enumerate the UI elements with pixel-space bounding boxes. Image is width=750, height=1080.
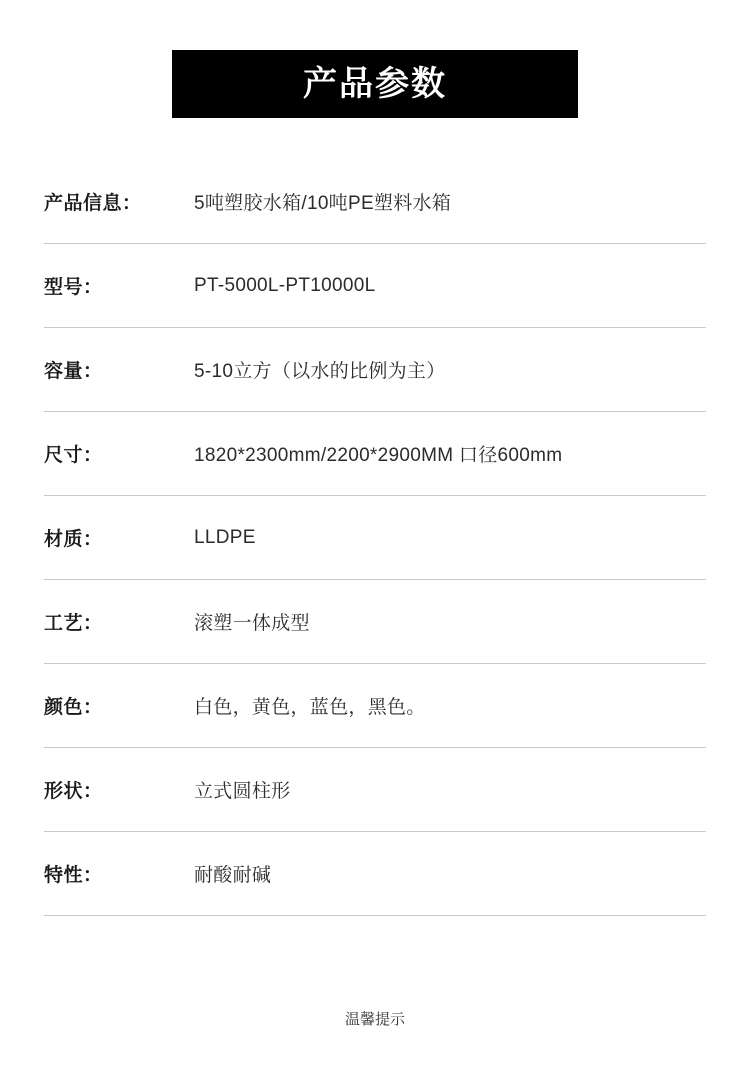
spec-value: 5-10立方（以水的比例为主）	[194, 361, 446, 382]
table-row	[44, 832, 706, 916]
table-row	[44, 664, 706, 748]
spec-label: 颜色：	[44, 697, 103, 718]
spec-label: 产品信息：	[44, 193, 142, 214]
table-row	[44, 244, 706, 328]
spec-label: 形状：	[44, 781, 103, 802]
spec-value: 立式圆柱形	[194, 781, 291, 802]
spec-label: 型号：	[44, 277, 103, 298]
spec-label: 特性：	[44, 865, 103, 886]
spec-value: 5吨塑胶水箱/10吨PE塑料水箱	[194, 193, 452, 214]
table-row	[44, 496, 706, 580]
spec-label: 材质：	[44, 529, 103, 550]
page-title-banner	[172, 50, 578, 118]
spec-label: 工艺：	[44, 613, 103, 634]
spec-value: 滚塑一体成型	[194, 613, 310, 634]
footer-note: 温馨提示	[344, 1011, 405, 1028]
spec-value: LLDPE	[194, 526, 256, 548]
spec-value: 1820*2300mm/2200*2900MM 口径600mm	[194, 445, 563, 466]
spec-value: PT-5000L-PT10000L	[194, 274, 376, 296]
table-row	[44, 328, 706, 412]
spec-value: 耐酸耐碱	[194, 865, 272, 886]
table-row	[44, 580, 706, 664]
table-row	[44, 748, 706, 832]
spec-value: 白色，黄色，蓝色，黑色。	[194, 697, 426, 718]
spec-label: 容量：	[44, 361, 103, 382]
spec-label: 尺寸：	[44, 445, 103, 466]
page-title: 产品参数	[303, 65, 447, 103]
table-row	[44, 160, 706, 244]
spec-table	[44, 160, 706, 916]
table-row	[44, 412, 706, 496]
